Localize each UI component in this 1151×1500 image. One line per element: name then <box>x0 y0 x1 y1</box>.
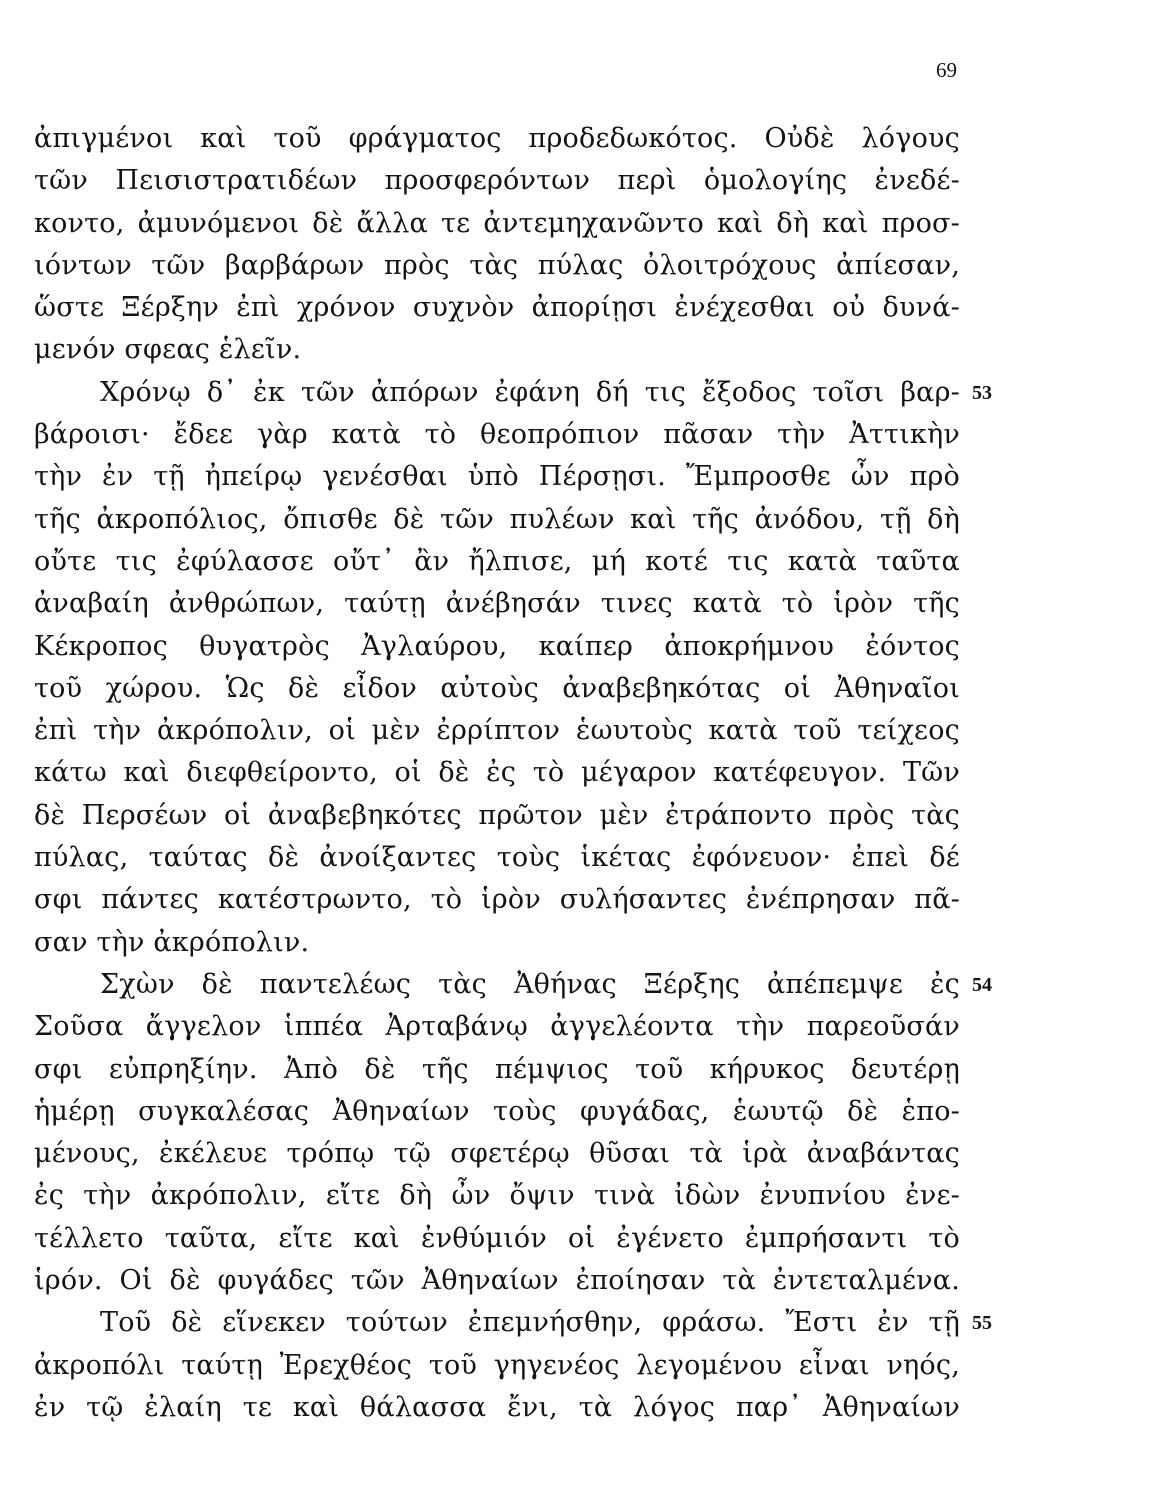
text-line: ἀκροπόλι ταύτῃ Ἐρεχθέος τοῦ γηγενέος λεγομένου εἶναι νηός, <box>34 1349 960 1381</box>
text-line: ἀναβαίη ἀνθρώπων, ταύτῃ ἀνέβησάν τινες κατὰ τὸ ἱρὸν τῆς <box>34 588 960 620</box>
text-line: δὲ Περσέων οἱ ἀναβεβηκότες πρῶτον μὲν ἐτράποντο πρὸς τὰς <box>34 799 960 831</box>
text-line: Σχὼν δὲ παντελέως τὰς Ἀθήνας Ξέρξης ἀπέπεμψε ἐς <box>100 968 960 1000</box>
text-line: μένους, ἐκέλευε τρόπῳ τῷ σφετέρῳ θῦσαι τὰ ἱρὰ ἀναβάντας <box>34 1138 960 1170</box>
text-line: Τοῦ δὲ εἵνεκεν τούτων ἐπεμνήσθην, φράσω. Ἔστι ἐν τῇ <box>100 1307 960 1339</box>
paragraph-section-53 <box>34 372 992 964</box>
text-line: ὥστε Ξέρξην ἐπὶ χρόνον συχνὸν ἀπορίῃσι ἐνέχεσθαι οὐ δυνά- <box>34 292 960 324</box>
text-body <box>34 118 992 1429</box>
text-line: Χρόνῳ δ᾽ ἐκ τῶν ἀπόρων ἐφάνη δή τις ἔξοδος τοῖσι βαρ- <box>100 376 960 408</box>
text-line: βάροισι· ἔδεε γὰρ κατὰ τὸ θεοπρόπιον πᾶσαν τὴν Ἀττικὴν <box>34 419 960 451</box>
text-line: ἐν τῷ ἐλαίη τε καὶ θάλασσα ἔνι, τὰ λόγος παρ᾽ Ἀθηναίων <box>34 1391 960 1423</box>
text-line: ἀπιγμένοι καὶ τοῦ φράγματος προδεδωκότος. Οὐδὲ λόγους <box>34 123 960 154</box>
text-line: κάτω καὶ διεφθείροντο, οἱ δὲ ἐς τὸ μέγαρον κατέφευγον. Τῶν <box>34 757 960 789</box>
paragraph-section-55 <box>34 1302 992 1429</box>
text-line: ἐς τὴν ἀκρόπολιν, εἴτε δὴ ὦν ὄψιν τινὰ ἰδὼν ἐνυπνίου ἐνε- <box>34 1180 960 1212</box>
section-number: 53 <box>972 381 992 404</box>
text-line: τὴν ἐν τῇ ἠπείρῳ γενέσθαι ὑπὸ Πέρσῃσι. Ἔμπροσθε ὦν πρὸ <box>34 461 960 493</box>
text-line: ιόντων τῶν βαρβάρων πρὸς τὰς πύλας ὀλοιτρόχους ἀπίεσαν, <box>34 249 960 281</box>
text-line: Σοῦσα ἄγγελον ἱππέα Ἀρταβάνῳ ἀγγελέοντα τὴν παρεοῦσάν <box>34 1011 960 1043</box>
section-number: 55 <box>972 1312 992 1335</box>
text-line: κοντο, ἀμυνόμενοι δὲ ἄλλα τε ἀντεμηχανῶντο καὶ δὴ καὶ προσ- <box>34 207 960 239</box>
text-line: ἡμέρῃ συγκαλέσας Ἀθηναίων τοὺς φυγάδας, ἑωυτῷ δὲ ἑπο- <box>34 1095 960 1127</box>
text-line: μενόν σφεας ἑλεῖν. <box>34 334 302 366</box>
text-line: τέλλετο ταῦτα, εἴτε καὶ ἐνθύμιόν οἱ ἐγένετο ἐμπρήσαντι τὸ <box>34 1222 960 1254</box>
text-line: οὔτε τις ἐφύλασσε οὔτ᾽ ἂν ἤλπισε, μή κοτέ τις κατὰ ταῦτα <box>34 545 960 577</box>
section-number: 54 <box>972 973 992 996</box>
page-number: 69 <box>936 58 957 82</box>
text-line: σαν τὴν ἀκρόπολιν. <box>34 926 310 958</box>
text-line: σφι εὐπρηξίην. Ἀπὸ δὲ τῆς πέμψιος τοῦ κήρυκος δευτέρῃ <box>34 1053 960 1085</box>
text-line: πύλας, ταύτας δὲ ἀνοίξαντες τοὺς ἱκέτας ἐφόνευον· ἐπεὶ δέ <box>34 842 960 874</box>
paragraph-section-54 <box>34 964 992 1302</box>
text-line: Κέκροπος θυγατρὸς Ἀγλαύρου, καίπερ ἀποκρήμνου ἐόντος <box>34 630 960 662</box>
text-line: ἱρόν. Οἱ δὲ φυγάδες τῶν Ἀθηναίων ἐποίησαν τὰ ἐντεταλμένα. <box>34 1265 960 1297</box>
text-line: τοῦ χώρου. Ὡς δὲ εἶδον αὐτοὺς ἀναβεβηκότας οἱ Ἀθηναῖοι <box>34 672 960 704</box>
text-line: ἐπὶ τὴν ἀκρόπολιν, οἱ μὲν ἐρρίπτον ἑωυτοὺς κατὰ τοῦ τείχεος <box>34 715 960 747</box>
paragraph-continuation <box>34 118 960 372</box>
text-line: τῆς ἀκροπόλιος, ὄπισθε δὲ τῶν πυλέων καὶ τῆς ἀνόδου, τῇ δὴ <box>34 503 960 535</box>
text-line: τῶν Πεισιστρατιδέων προσφερόντων περὶ ὁμολογίης ἐνεδέ- <box>34 165 960 197</box>
text-line: σφι πάντες κατέστρωντο, τὸ ἱρὸν συλήσαντες ἐνέπρησαν πᾶ- <box>34 884 960 916</box>
